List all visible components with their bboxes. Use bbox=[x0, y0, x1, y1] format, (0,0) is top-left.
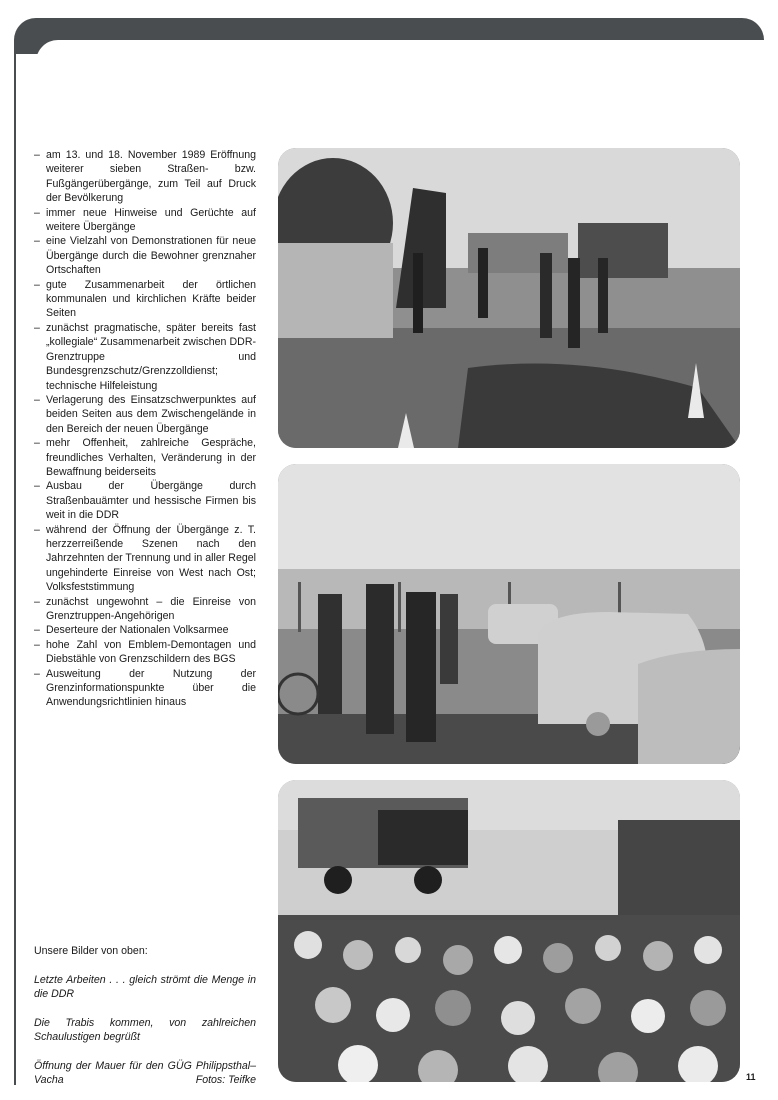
photo-captions bbox=[34, 944, 256, 1087]
list-item: – Deserteure der Nationalen Volksarmee bbox=[34, 623, 256, 637]
list-item: – gute Zusammenarbeit der örtlichen kommunalen und kirchlichen Kräfte beider Seiten bbox=[34, 278, 256, 321]
photo-credit: Fotos: Teifke bbox=[195, 1074, 256, 1086]
header-bar-cutout bbox=[36, 40, 764, 70]
left-border-rule bbox=[14, 40, 16, 1085]
photo-wall-opening bbox=[278, 780, 740, 1082]
list-item: – immer neue Hinweise und Gerüchte auf weitere Übergänge bbox=[34, 206, 256, 235]
caption-3-text: Öffnung der Mauer für den GÜG Philippsthal–Vacha bbox=[34, 1060, 256, 1086]
photo-wall-opening-image bbox=[278, 780, 740, 1082]
caption-1: Letzte Arbeiten . . . gleich strömt die Menge in die DDR bbox=[34, 974, 256, 1000]
caption-3 bbox=[34, 1059, 256, 1087]
page-number: 11 bbox=[746, 1072, 756, 1082]
photo-trabis-arrive-image bbox=[278, 464, 740, 764]
captions-title: Unsere Bilder von oben: bbox=[34, 945, 148, 957]
photo-border-work bbox=[278, 148, 740, 448]
photo-trabis-arrive bbox=[278, 464, 740, 764]
list-item: – zunächst pragmatische, später bereits fast „kollegiale“ Zusammenarbeit zwischen DDR-Grenztruppe und Bundesgrenzschutz/Grenzzolldienst; technische Hilfeleistung bbox=[34, 321, 256, 393]
bullet-list bbox=[34, 148, 256, 710]
list-item: – Ausbau der Übergänge durch Straßenbauämter und hessische Firmen bis weit in die DDR bbox=[34, 479, 256, 522]
list-item: – mehr Offenheit, zahlreiche Gespräche, freundliches Verhalten, Veränderung in der Bewaffnung beiderseits bbox=[34, 436, 256, 479]
list-item: – Verlagerung des Einsatzschwerpunktes auf beiden Seiten aus dem Zwischengelände in den Bereich der neuen Übergänge bbox=[34, 393, 256, 436]
list-item: – eine Vielzahl von Demonstrationen für neue Übergänge durch die Bewohner grenznaher Ortschaften bbox=[34, 234, 256, 277]
caption-2: Die Trabis kommen, von zahlreichen Schaulustigen begrüßt bbox=[34, 1017, 256, 1043]
photo-border-work-image bbox=[278, 148, 740, 448]
list-item: – während der Öffnung der Übergänge z. T. herzzerreißende Szenen nach den Jahrzehnten der Trennung und in aller Regel ungehinderte Einreise von West nach Ost; Volksfeststimmung bbox=[34, 523, 256, 595]
list-item: – Ausweitung der Nutzung der Grenzinformationspunkte über die Anwendungsrichtlinien hinaus bbox=[34, 667, 256, 710]
list-item: – zunächst ungewohnt – die Einreise von Grenztruppen-Angehörigen bbox=[34, 595, 256, 624]
list-item: – am 13. und 18. November 1989 Eröffnung weiterer sieben Straßen- bzw. Fußgängerübergänge, zum Teil auf Druck der Bevölkerung bbox=[34, 148, 256, 206]
list-item: – hohe Zahl von Emblem-Demontagen und Diebstähle von Grenzschildern des BGS bbox=[34, 638, 256, 667]
